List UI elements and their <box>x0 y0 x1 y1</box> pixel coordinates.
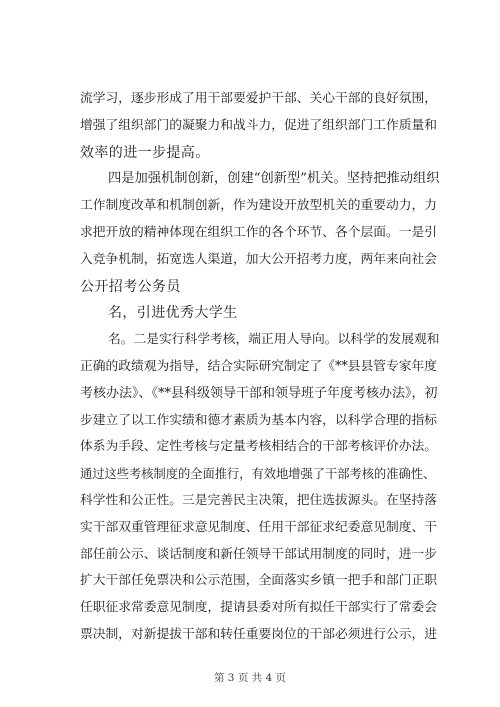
text-line: 体系为手段、定性考核与定量考核相结合的干部考核评价办法。 <box>80 439 437 455</box>
text-line: 求把开放的精神体现在组织工作的各个环节、各个层面。一是引 <box>80 224 437 240</box>
text-line: 工作制度改革和机制创新，作为建设开放型机关的重要动力，力 <box>80 198 437 214</box>
document-body <box>80 86 440 649</box>
text-line: 科学性和公正性。三是完善民主决策，把住选拔源头。在坚持落 <box>80 492 437 508</box>
text-line: 部任前公示、谈话制度和新任领导干部试用制度的同时，进一步 <box>80 546 437 562</box>
paragraph-start-line: 四是加强机制创新，创建“创新型”机关。坚持把推动组织 <box>108 171 440 187</box>
text-line: 考核办法》、《**县科级领导干部和领导班子年度考核办法》，初 <box>80 385 438 401</box>
text-line: 入竞争机制，拓宽选人渠道，加大公开招考力度，两年来向社会 <box>80 251 437 267</box>
text-line: 正确的政绩观为指导，结合实际研究制定了《**县县管专家年度 <box>80 358 437 374</box>
text-line: 流学习，逐步形成了用干部要爱护干部、关心干部的良好氛围， <box>80 91 437 106</box>
text-line: 公开招考公务员 <box>80 278 181 295</box>
text-line: 实干部双重管理征求意见制度、任用干部征求纪委意见制度、干 <box>80 519 437 535</box>
text-line: 增强了组织部门的凝聚力和战斗力，促进了组织部门工作质量和 <box>80 117 437 133</box>
paragraph-start-line: 名，引进优秀大学生 <box>108 305 238 322</box>
text-line: 通过这些考核制度的全面推行，有效地增强了干部考核的准确性、 <box>80 467 436 482</box>
text-line: 任职征求常委意见制度，提请县委对所有拟任干部实行了常委会 <box>80 600 437 616</box>
text-line: 票决制，对新提拔干部和转任重要岗位的干部必须进行公示，进 <box>80 626 437 642</box>
text-line: 效率的进一步提高。 <box>80 144 210 161</box>
text-line: 步建立了以工作实绩和德才素质为基本内容，以科学合理的指标 <box>80 412 437 428</box>
page-number-footer: 第 3 页 共 4 页 <box>213 672 287 684</box>
paragraph-start-line: 名。二是实行科学考核，端正用人导向。以科学的发展观和 <box>108 332 440 348</box>
text-line: 扩大干部任免票决和公示范围，全面落实乡镇一把手和部门正职 <box>80 573 437 589</box>
